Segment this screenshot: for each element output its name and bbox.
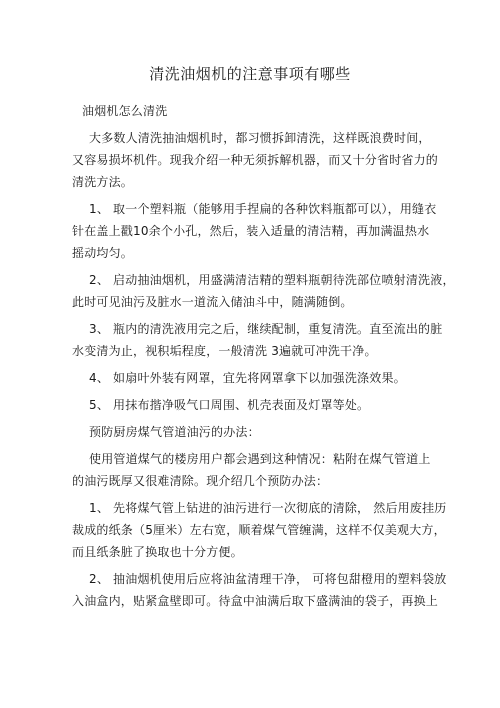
list-item-line: 摇动均匀。	[72, 246, 134, 260]
list-item-line: 此时可见油污及脏水一道流入储油斗中，随满随倒。	[72, 295, 353, 309]
paragraph-line: 又容易损坏机件。现我介绍一种无须拆解机器，而又十分省时省力的	[72, 153, 439, 167]
section-heading: 预防厨房煤气管道油污的办法：	[89, 425, 260, 439]
paragraph-line: 大多数人清洗抽油烟机时，都习惯拆卸清洗，这样既浪费时间，	[89, 131, 431, 145]
list-item-line: 4、 如扇叶外装有网罩，宜先将网罩拿下以加强洗涤效果。	[89, 371, 406, 385]
list-item-line: 2、 启动抽油烟机，用盛满清洁精的塑料瓶朝待洗部位喷射清洗液，	[89, 273, 455, 287]
document-title: 清洗油烟机的注意事项有哪些	[149, 65, 351, 83]
list-item-line: 5、 用抹布揩净吸气口周围、机壳表面及灯罩等处。	[89, 398, 370, 412]
section-heading: 油烟机怎么清洗	[82, 104, 168, 118]
list-item-line: 1、 取一个塑料瓶（能够用手捏扁的各种饮料瓶都可以），用缝衣	[89, 202, 437, 216]
list-item-line: 裁成的纸条（5厘米）左右宽，顺着煤气管缠满，这样不仅美观大方，	[72, 523, 446, 537]
list-item-line: 2、 抽油烟机使用后应将油盆清理干净， 可将包甜橙用的塑料袋放	[89, 572, 447, 586]
document-body	[72, 100, 455, 612]
paragraph-line: 清洗方法。	[72, 175, 134, 189]
paragraph-line: 的油污既厚又很难清除。现介绍几个预防办法：	[72, 474, 329, 488]
list-item-line: 水变清为止，视积垢程度，一般清洗 3遍就可冲洗干净。	[72, 344, 377, 358]
list-item-line: 3、 瓶内的清洗液用完之后，继续配制，重复清洗。直至流出的脏	[89, 322, 443, 336]
list-item-line: 针在盖上戳10余个小孔，然后，装入适量的清洁精，再加满温热水	[72, 224, 430, 238]
list-item-line: 而且纸条脏了换取也十分方便。	[72, 545, 243, 559]
list-item-line: 入油盒内，贴紧盒壁即可。待盒中油满后取下盛满油的袋子，再换上	[72, 594, 439, 608]
list-item-line: 1、 先将煤气管上钻进的油污进行一次彻底的清除， 然后用废挂历	[89, 501, 447, 515]
paragraph-line: 使用管道煤气的楼房用户都会遇到这种情况：粘附在煤气管道上	[89, 452, 431, 466]
